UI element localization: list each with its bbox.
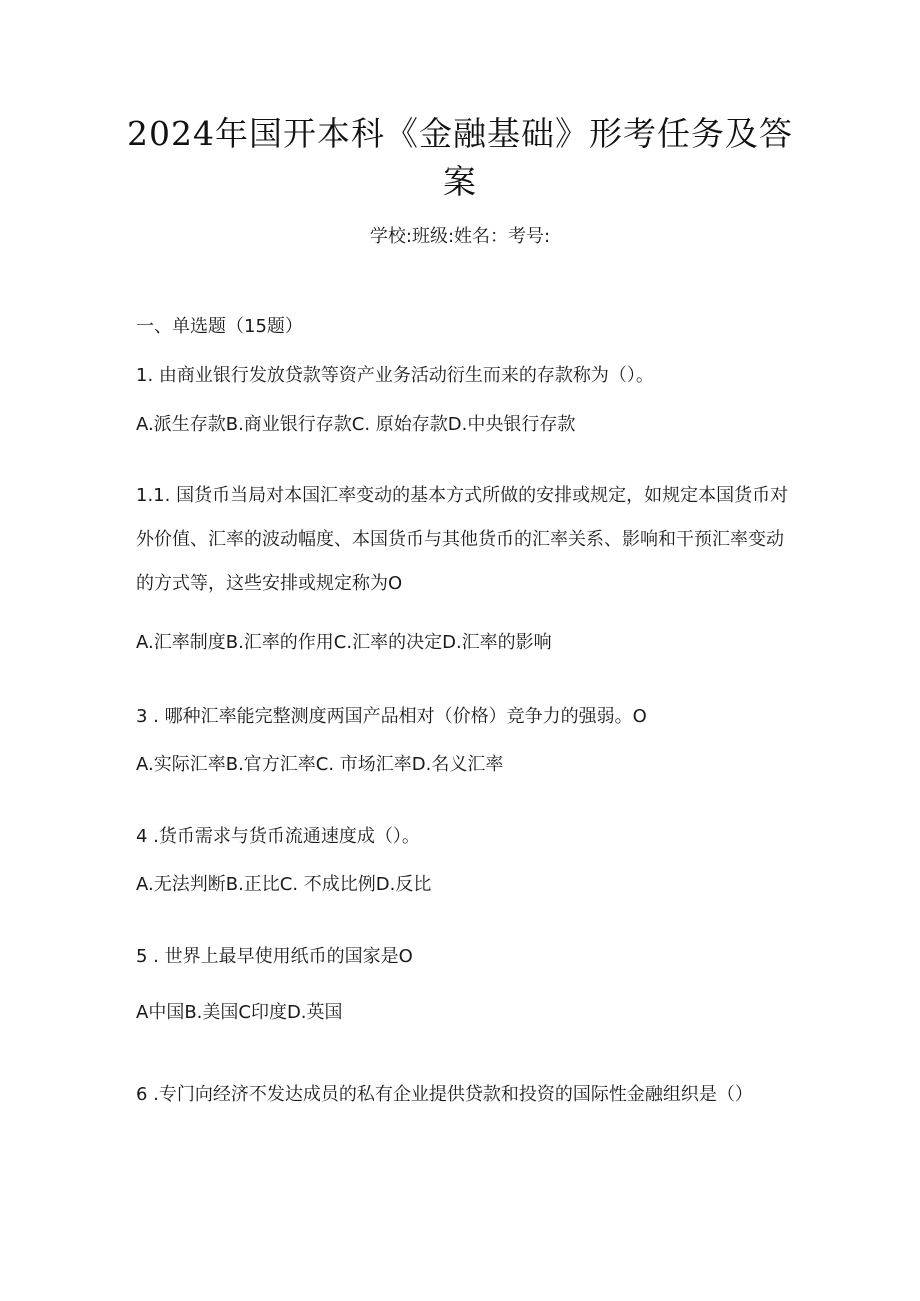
- section-heading: 一、单选题（15题）: [136, 316, 303, 337]
- question-1-options: A.派生存款B.商业银行存款C. 原始存款D.中央银行存款: [136, 414, 576, 435]
- student-info-line: 学校:班级:姓名：考号:: [369, 226, 551, 247]
- question-5-options: A中国B.美国C印度D.英国: [136, 1002, 343, 1023]
- document-title: 2024年国开本科《金融基础》形考任务及答案: [127, 114, 793, 201]
- question-4-stem: 4 .货币需求与货币流通速度成（）。: [136, 826, 420, 847]
- question-5-stem: 5 . 世界上最早使用纸币的国家是O: [136, 946, 413, 967]
- question-3-options: A.实际汇率B.官方汇率C. 市场汇率D.名义汇率: [136, 754, 504, 775]
- question-2-stem: 1.1. 国货币当局对本国汇率变动的基本方式所做的安排或规定，如规定本国货币对外价值、汇率的波动幅度、本国货币与其他货币的汇率关系、影响和干预汇率变动的方式等，这些安排或规定称为O: [136, 485, 789, 594]
- question-6-stem: 6 .专门向经济不发达成员的私有企业提供贷款和投资的国际性金融组织是（）: [136, 1084, 753, 1105]
- question-3-stem: 3 . 哪种汇率能完整测度两国产品相对（价格）竞争力的强弱。O: [136, 706, 647, 727]
- question-4-options: A.无法判断B.正比C. 不成比例D.反比: [136, 874, 432, 895]
- question-1-stem: 1. 由商业银行发放贷款等资产业务活动衍生而来的存款称为（）。: [136, 365, 654, 386]
- question-2-options: A.汇率制度B.汇率的作用C.汇率的决定D.汇率的影响: [136, 632, 552, 653]
